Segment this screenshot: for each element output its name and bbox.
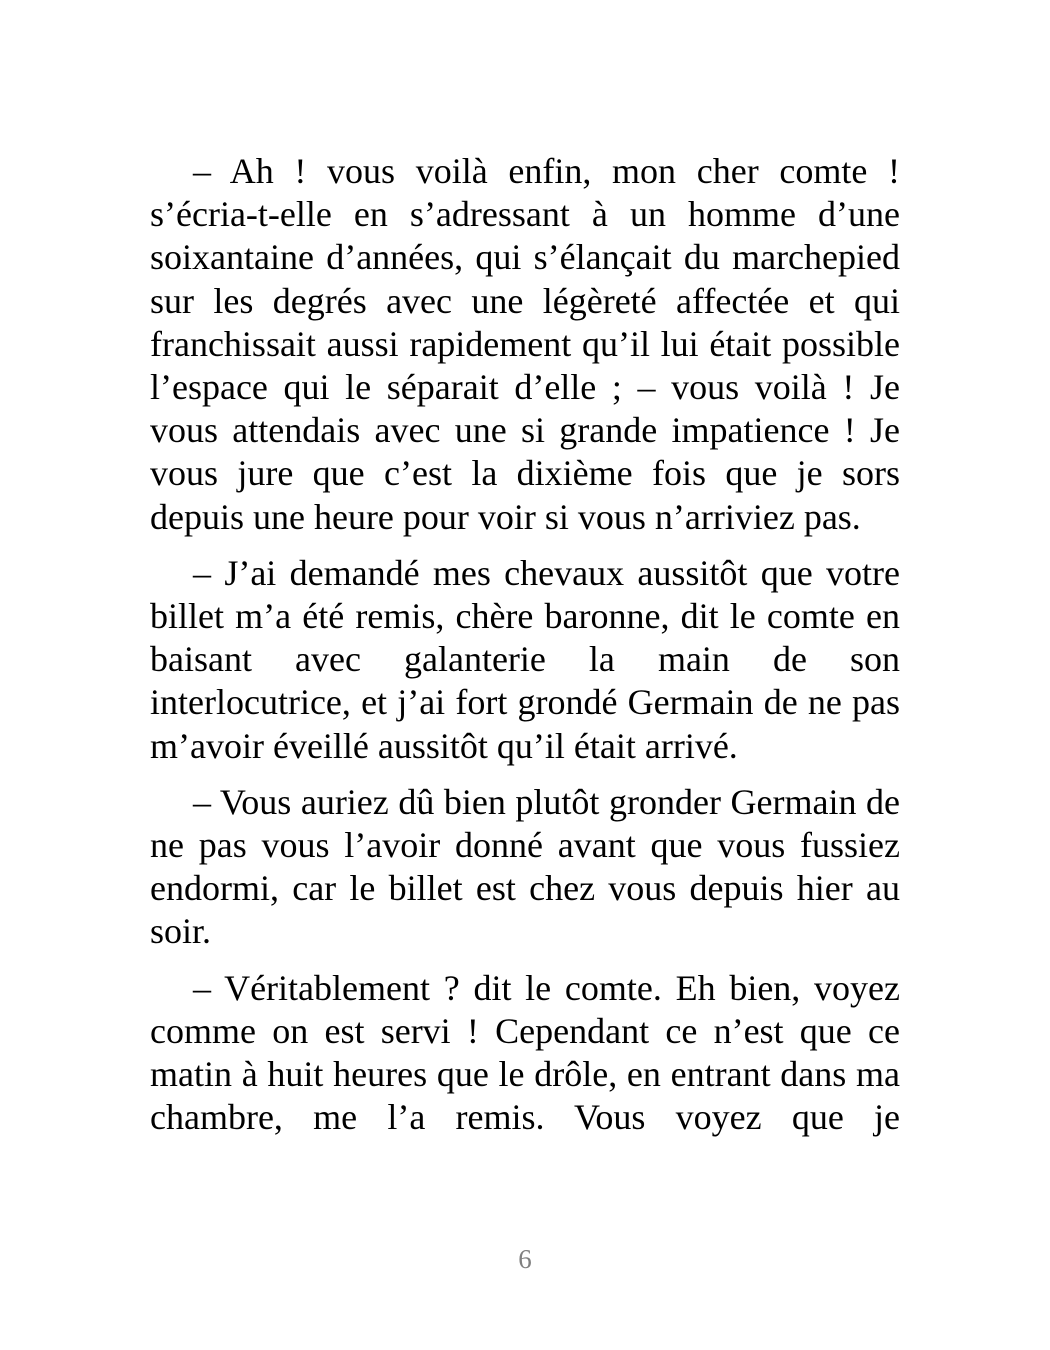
paragraph-2: – J’ai demandé mes chevaux aussitôt que votre billet m’a été remis, chère baronne, dit le comte en baisant avec galanterie la main de son interlocutrice, et j’ai fort grondé Germain de ne pas m’avoir éveillé aussitôt qu’il était arrivé.: [150, 552, 900, 766]
paragraph-1: – Ah ! vous voilà enfin, mon cher comte ! s’écria-t-elle en s’adressant à un homme d’une soixantaine d’années, qui s’élançait du marchepied sur les degrés avec une légèreté affectée et qui franchissait aussi rapidement qu’il lui était possible l’espace qui le séparait d’elle ; – vous voilà ! Je vous attendais avec une si grande impatience ! Je vous jure que c’est la dixième fois que je sors depuis une heure pour voir si vous n’arriviez pas.: [150, 151, 900, 537]
page-number: 6: [518, 1244, 532, 1274]
page-body: [150, 150, 900, 1152]
paragraph-4: – Véritablement ? dit le comte. Eh bien, voyez comme on est servi ! Cependant ce n’est que ce matin à huit heures que le drôle, en entrant dans ma chambre, me l’a remis. Vous voyez que je: [150, 967, 900, 1138]
paragraph-3: – Vous auriez dû bien plutôt gronder Germain de ne pas vous l’avoir donné avant que vous fussiez endormi, car le billet est chez vous depuis hier au soir.: [150, 781, 900, 952]
